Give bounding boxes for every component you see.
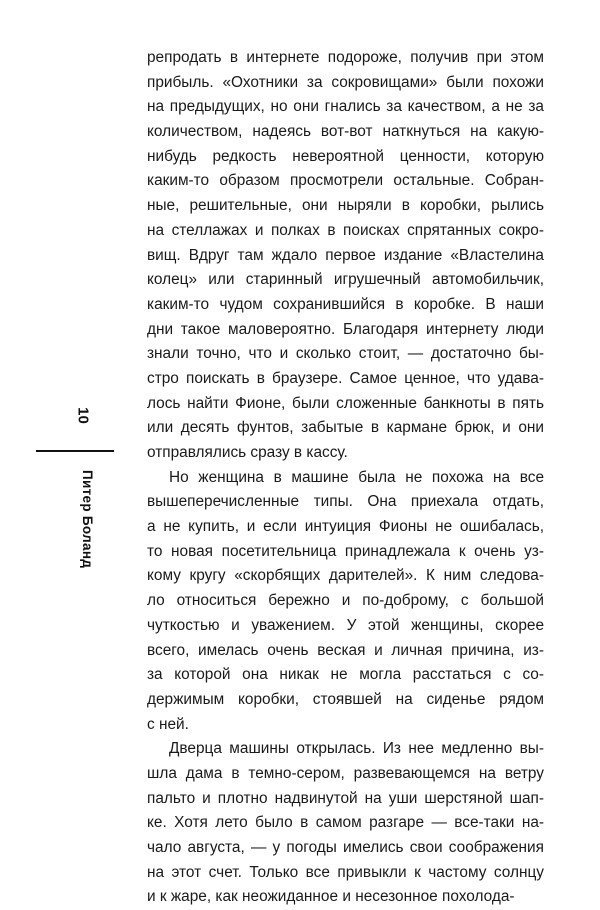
text-line: или десять фунтов, забытые в кармане брюк, и они xyxy=(147,419,544,437)
text-line: нибудь редкость невероятной ценности, которую xyxy=(147,147,544,165)
text-line: с ней. xyxy=(147,715,189,733)
text-line: держимым коробки, стоявшей на сиденье рядом xyxy=(147,690,544,708)
text-line: а не купить, и если интуиция Фионы не ошибалась, xyxy=(147,518,544,536)
text-line: Но женщина в машине была не похожа на все xyxy=(169,468,544,486)
text-line: всего, имелась очень веская и личная причина, из- xyxy=(147,641,544,659)
margin-divider xyxy=(36,450,114,452)
text-line: знали точно, что и сколько стоит, — достаточно бы- xyxy=(147,345,544,363)
text-line: каким-то образом просмотрели остальные. Собран- xyxy=(147,172,544,190)
text-line: на этот счет. Только все привыкли к частому солнцу xyxy=(147,863,544,881)
text-line: вищ. Вдруг там ждало первое издание «Властелина xyxy=(147,246,544,264)
text-line: ке. Хотя лето было в самом разгаре — все-таки на- xyxy=(147,814,544,832)
text-line: колец» или старинный игрушечный автомобильчик, xyxy=(147,271,544,289)
text-line: отправлялись сразу в кассу. xyxy=(147,444,348,461)
text-line: за которой она никак не могла расстаться с со- xyxy=(147,666,544,684)
text-line: на предыдущих, но они гнались за качеством, а не за xyxy=(147,98,544,116)
text-line: ные, решительные, они ныряли в коробки, рылись xyxy=(147,197,544,215)
text-line: шла дама в темно-сером, развевающемся на ветру xyxy=(147,764,544,782)
text-line: чуткостью и уважением. У этой женщины, скорее xyxy=(147,616,544,634)
text-line: лось найти Фионе, были сложенные банкноты в пять xyxy=(147,394,544,412)
text-line: пальто и плотно надвинутой на уши шерстяной шап- xyxy=(147,789,544,807)
running-head-author: Питер Боланд xyxy=(80,470,95,569)
text-line: и к жаре, как неожиданное и несезонное похолода- xyxy=(147,888,515,906)
text-line: прибыль. «Охотники за сокровищами» были похожи xyxy=(147,73,544,91)
page-number: 10 xyxy=(74,407,92,424)
body-text xyxy=(147,46,544,910)
text-line: Дверца машины открылась. Из нее медленно вы- xyxy=(169,740,544,758)
text-line: стро поискать в браузере. Самое ценное, что удава- xyxy=(147,369,544,387)
text-line: то новая посетительница принадлежала к очень уз- xyxy=(147,542,544,560)
text-line: чало августа, — у погоды имелись свои соображения xyxy=(147,839,544,856)
text-line: дни такое маловероятно. Благодаря интернету люди xyxy=(147,320,544,338)
text-line: ло относиться бережно и по-доброму, с большой xyxy=(147,592,544,610)
text-line: каким-то чудом сохранившийся в коробке. В наши xyxy=(147,295,544,313)
text-line: на стеллажах и полках в поисках спрятанных сокро- xyxy=(147,221,544,239)
text-line: репродать в интернете подороже, получив при этом xyxy=(147,49,544,66)
text-line: кому кругу «скорбящих дарителей». К ним следова- xyxy=(147,567,544,585)
text-line: количеством, надеясь вот-вот наткнуться на какую- xyxy=(147,123,544,141)
text-line: вышеперечисленные типы. Она приехала отдать, xyxy=(147,493,544,511)
